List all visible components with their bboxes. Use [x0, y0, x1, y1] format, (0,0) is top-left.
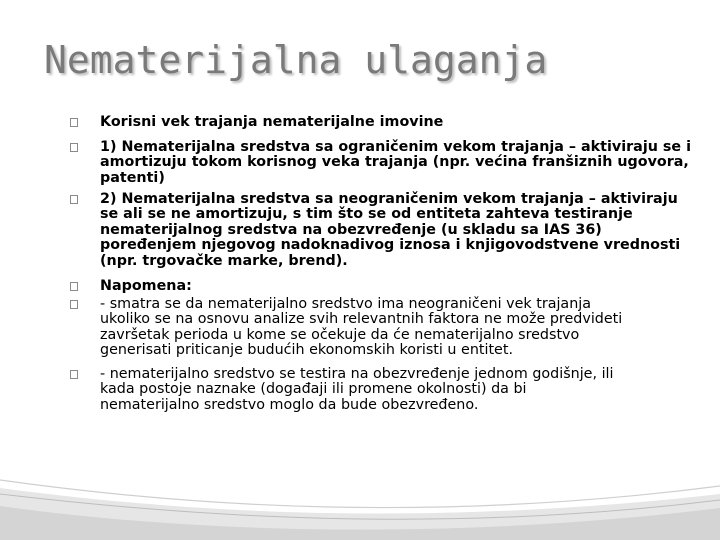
list-item-line: (npr. trgovačke marke, brend).	[100, 252, 348, 269]
square-bullet-icon	[70, 300, 78, 309]
list-item-line: patenti)	[100, 169, 165, 186]
list-item	[100, 140, 690, 186]
list-item-line: 1) Nematerijalna sredstva sa ograničenim vekom trajanja – aktiviraju se i	[100, 139, 691, 155]
list-item-line: završetak perioda u kome se očekuje da će nematerijalno sredstvo	[100, 326, 580, 343]
list-item-line: Napomena:	[100, 278, 192, 294]
square-bullet-icon	[70, 143, 78, 152]
list-item-line: - nematerijalno sredstvo se testira na obezvređenje jednom godišnje, ili	[100, 366, 614, 382]
list-item-line: se ali se ne amortizuju, s tim što se od entiteta zahteva testiranje	[100, 206, 633, 223]
slide-title: Nematerijalna ulaganja	[44, 38, 548, 82]
square-bullet-icon	[70, 282, 78, 291]
decorative-footer-swoosh	[0, 450, 720, 540]
list-item-line: kada postoje naznake (događaji ili promene okolnosti) da bi	[100, 381, 527, 398]
list-item-line: 2) Nematerijalna sredstva sa neograničenim vekom trajanja – aktiviraju	[100, 191, 678, 207]
square-bullet-icon	[70, 118, 78, 127]
square-bullet-icon	[70, 195, 78, 204]
list-item	[100, 297, 690, 359]
list-item-line: poređenjem njegovog nadoknadivog iznosa i knjigovodstvene vrednosti	[100, 237, 681, 254]
square-bullet-icon	[70, 370, 78, 379]
list-item-line: nematerijalno sredstvo moglo da bude obezvređeno.	[100, 396, 479, 413]
list-item-line: - smatra se da nematerijalno sredstvo ima neograničeni vek trajanja	[100, 296, 591, 312]
list-item-line: nematerijalnog sredstva na obezvređenje (u skladu sa IAS 36)	[100, 221, 602, 238]
list-item	[100, 115, 690, 130]
list-item	[100, 192, 690, 269]
list-item-line: generisati priticanje budućih ekonomskih koristi u entitet.	[100, 342, 514, 359]
list-item-line: Korisni vek trajanja nematerijalne imovine	[100, 114, 444, 130]
list-item	[100, 367, 690, 413]
list-item-line: amortizuju tokom korisnog veka trajanja (npr. većina franšiznih ugovora,	[100, 154, 689, 171]
list-item-line: ukoliko se na osnovu analize svih relevantnih faktora ne može predvideti	[100, 311, 623, 328]
list-item	[100, 279, 690, 294]
